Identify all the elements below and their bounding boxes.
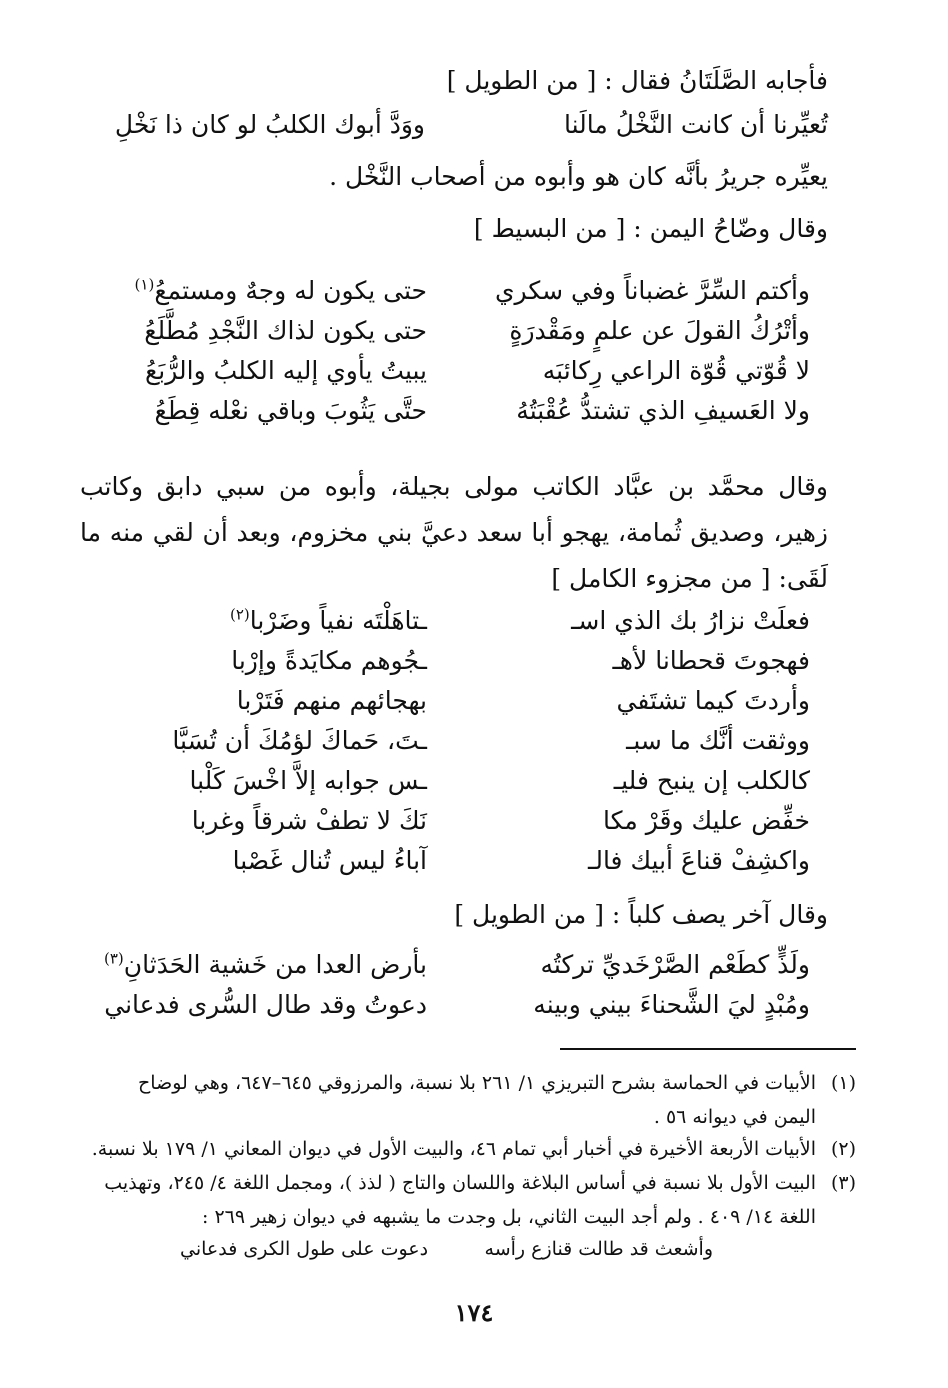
intro-text-1: فأجابه الصَّلَتَانُ فقال : [ من الطويل ]	[446, 66, 828, 95]
verse-hemistich-text: حتى يكون لذاك النَّجْدِ مُطَّلَعُ	[144, 316, 427, 345]
intro-text-4: وقال آخر يصف كلباً : [ من الطويل ]	[454, 900, 828, 929]
verse-hemistich-first: وأتْرُكُ القولَ عن علمٍ ومَقْدرَةٍ	[509, 316, 810, 345]
verse-hemistich-second	[82, 838, 427, 884]
verse-hemistich-second	[82, 388, 427, 434]
verse-hemistich-second	[82, 982, 427, 1028]
footnote-marker[interactable]: (٢)	[229, 605, 250, 624]
verse-line	[82, 838, 810, 884]
verse-hemistich-first: واكشِفْ قناعَ أبيك فالـ	[588, 846, 810, 875]
verse-hemistich-first: فعلَتْ نزارُ بك الذي اسـ	[571, 606, 810, 635]
verse-hemistich-second: ووَدَّ أبوك الكلبُ لو كان ذا نَخْلِ	[114, 110, 425, 139]
footnote-text: البيت الأول بلا نسبة في أساس البلاغة واللسان والتاج ( لذذ )، ومجمل اللغة ٤/ ٢٤٥، وتهذيب	[104, 1172, 816, 1194]
verse-hemistich-text: بهجائهم منهم فَتَرْبا	[236, 686, 427, 715]
footnote-text: الأبيات الأربعة الأخيرة في أخبار أبي تمام ٤٦، والبيت الأول في ديوان المعاني ١/ ١٧٩ بلا نسبة.	[91, 1138, 816, 1160]
verse-line	[82, 982, 810, 1028]
verse-hemistich-first: تُعيِّرنا أن كانت النَّخْلُ مالَنا	[563, 110, 828, 139]
footnote-number: (٣)	[830, 1172, 856, 1194]
verse-hemistich-text: آباءُ ليس تُنال غَصْبا	[232, 846, 427, 875]
verse-hemistich-text: ـتَ، حَماكَ لؤمُكَ أن تُسَبَّا	[172, 726, 427, 755]
footnote-verse-first: وأشعث قد طالت قنازع رأسه	[484, 1238, 713, 1260]
verse-line	[82, 388, 810, 434]
verse-hemistich-text: ـجُوهم مكايَدةً وإرْبا	[231, 646, 427, 675]
footnote-separator	[560, 1048, 856, 1050]
footnote-marker[interactable]: (٣)	[103, 949, 124, 968]
verse-hemistich-text: بأرض العدا من خَشية الحَدَثانِ	[123, 950, 427, 979]
footnote-marker[interactable]: (١)	[134, 275, 155, 294]
verse-hemistich-first: ومُبْدٍ ليَ الشَّحناءَ بيني وبينه	[533, 990, 810, 1019]
verse-hemistich-text: حتى يكون له وجهٌ ومستمعُ	[154, 276, 427, 305]
verse-hemistich-first: ووثقت أنَّك ما سبـ	[626, 726, 810, 755]
verse-hemistich-text: ـس جوابه إلاَّ اخْسَ كَلْبا	[189, 766, 427, 795]
footnote-verse	[180, 1232, 713, 1266]
footnote-text-continued: اليمن في ديوانه ٥٦ .	[653, 1106, 816, 1128]
verse-hemistich-text: يبيتُ يأوي إليه الكلبُ والرُّبَعُ	[145, 356, 427, 385]
verse-hemistich-text: ـتاهَلْتَه نفياً وضَرْبا	[249, 606, 427, 635]
footnote-text-continued: اللغة ١٤/ ٤٠٩ . ولم أجد البيت الثاني، بل وجدت ما يشبهه في ديوان زهير ٢٦٩ :	[202, 1206, 816, 1228]
footnote-item	[80, 1066, 856, 1134]
prose-text-2: وقال محمَّد بن عبَّاد الكاتب مولى بجيلة، وأبوه من سبي دابق وكاتب زهير، وصديق ثُمامة، يهجو أبا سعد دعيَّ بني مخزوم، وبعد أن لقي منه ما لَقَى: [ من مجزوء الكامل ]	[80, 472, 828, 593]
page-number: ١٧٤	[454, 1298, 494, 1327]
verse-hemistich-text: نَكَ لا تطفْ شرقاً وغربا	[191, 806, 427, 835]
verse-line-1	[80, 102, 828, 148]
verse-hemistich-first: ولَذٍّ كطَعْم الصَّرْخَديِّ تركتُه	[540, 950, 810, 979]
verse-hemistich-first: وأكتم السِّرَّ غضباناً وفي سكري	[494, 276, 810, 305]
footnote-verse-second: دعوت على طول الكرى فدعاني	[180, 1238, 429, 1260]
footnote-number: (٢)	[830, 1138, 856, 1160]
verse-hemistich-text: حتَّى يَثُوبَ وباقي نعْله قِطَعُ	[154, 396, 427, 425]
footnote-item	[80, 1132, 856, 1166]
verse-hemistich-first: وأردتَ كيما تشتَفي	[616, 686, 810, 715]
verse-hemistich-first: فهجوتَ قحطانا لأهـ	[612, 646, 810, 675]
verse-hemistich-first: كالكلب إن ينبح فليـ	[613, 766, 810, 795]
footnote-item	[80, 1166, 856, 1234]
verse-hemistich-text: دعوتُ وقد طال السُّرى فدعاني	[104, 990, 427, 1019]
footnote-text: الأبيات في الحماسة بشرح التبريزي ١/ ٢٦١ بلا نسبة، والمرزوقي ٦٤٥–٦٤٧، وهي لوضاح	[138, 1072, 816, 1094]
footnote-number: (١)	[830, 1072, 856, 1094]
verse-hemistich-first: خفِّض عليك وقَرْ مكا	[602, 806, 810, 835]
verse-hemistich-first: ولا العَسيفِ الذي تشتدُّ عُقْبَتُهُ	[516, 396, 810, 425]
prose-text-1: يعيِّره جريرُ بأنَّه كان هو وأبوه من أصحاب النَّخْل .	[329, 162, 828, 191]
verse-hemistich-first: لا قُوّتي قُوّة الراعي رِكائبَه	[542, 356, 810, 385]
intro-text-2: وقال وضّاحُ اليمن : [ من البسيط ]	[473, 214, 828, 243]
